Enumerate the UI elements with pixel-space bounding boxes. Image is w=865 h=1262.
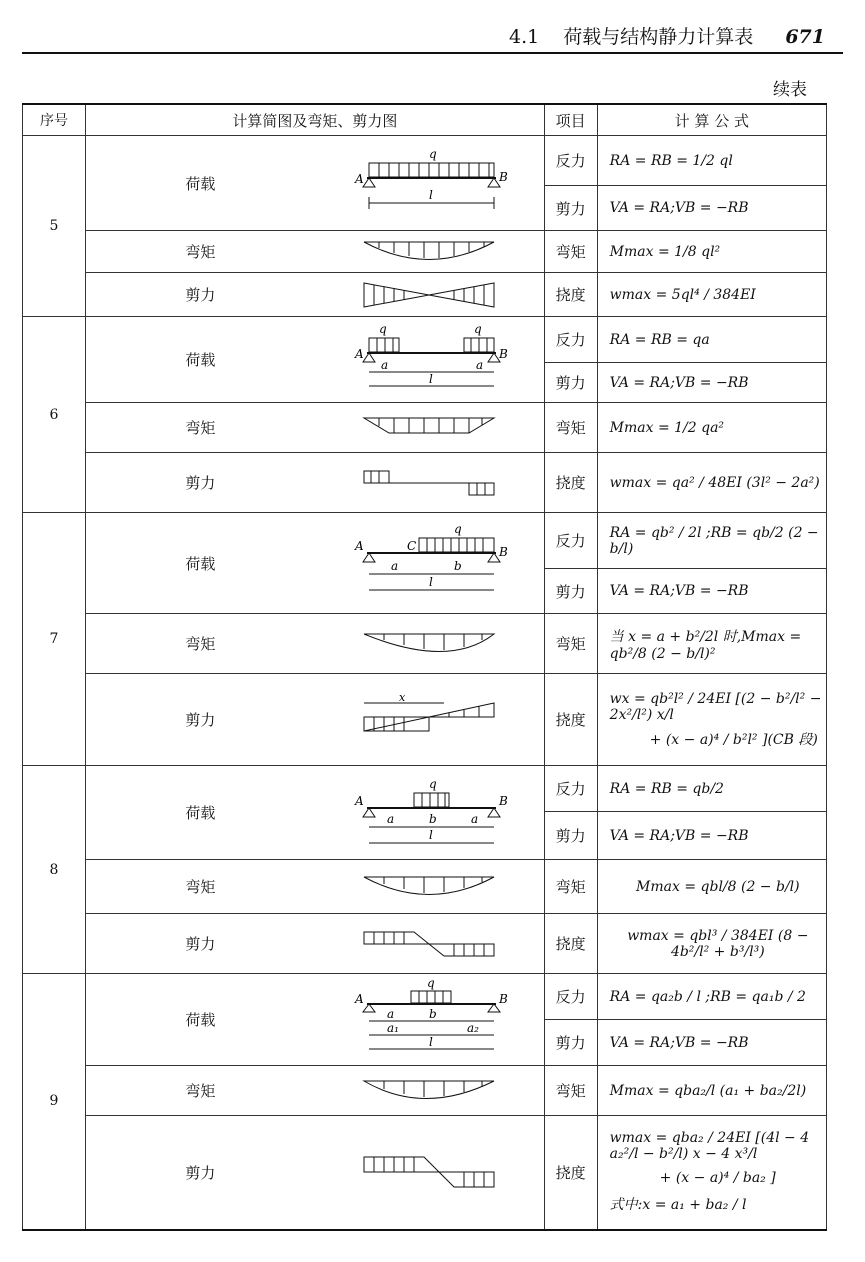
formula-reaction-6: RA = RB = qa	[597, 317, 826, 363]
formula-table	[22, 103, 827, 1231]
svg-text:b: b	[429, 811, 437, 826]
formula-moment-8: Mmax = qbl/8 (2 − b/l)	[597, 860, 826, 914]
formula-reaction-7: RA = qb² / 2l ;RB = qb/2 (2 − b/l)	[597, 513, 826, 569]
moment-diagram-6	[315, 403, 544, 453]
item-reaction: 反力	[544, 136, 597, 186]
item-reaction: 反力	[544, 317, 597, 363]
svg-text:b: b	[429, 1007, 437, 1021]
svg-text:A: A	[355, 539, 364, 553]
shear-diagram-7	[315, 674, 544, 766]
svg-text:a: a	[391, 559, 399, 573]
svg-text:B: B	[499, 793, 509, 808]
item-deflection: 挠度	[544, 1116, 597, 1230]
load-diagram-7	[315, 513, 544, 614]
item-deflection: 挠度	[544, 674, 597, 766]
formula-deflection-7-line1: wx = qb²l² / 24EI [(2 − b²/l² − 2x²/l²) x/l	[609, 690, 822, 723]
item-moment: 弯矩	[544, 860, 597, 914]
case-no: 6	[23, 317, 86, 513]
row-label-shear: 剪力	[86, 914, 315, 974]
load-diagram-8	[315, 766, 544, 860]
case-no: 5	[23, 136, 86, 317]
moment-diagram-8	[315, 860, 544, 914]
formula-deflection-9-line1: wmax = qba₂ / 24EI [(4l − 4 a₂²/l − b²/l) x − 4 x³/l	[609, 1130, 810, 1163]
col-item: 项目	[544, 104, 597, 136]
svg-text:q: q	[429, 147, 437, 161]
col-formula: 计 算 公 式	[597, 104, 826, 136]
svg-text:x: x	[399, 694, 406, 704]
continued-label: 续表	[773, 80, 807, 100]
formula-deflection-9	[597, 1116, 826, 1230]
item-moment: 弯矩	[544, 403, 597, 453]
svg-text:A: A	[355, 346, 364, 361]
page-number: 671	[785, 26, 825, 48]
load-diagram-9	[315, 974, 544, 1066]
svg-text:C: C	[407, 539, 417, 553]
item-shear: 剪力	[544, 812, 597, 860]
formula-moment-9: Mmax = qba₂/l (a₁ + ba₂/2l)	[597, 1066, 826, 1116]
formula-moment-7: 当 x = a + b²/2l 时,Mmax = qb²/8 (2 − b/l)²	[597, 614, 826, 674]
formula-shear-9: VA = RA;VB = −RB	[597, 1020, 826, 1066]
header-rule	[22, 52, 843, 54]
item-deflection: 挠度	[544, 914, 597, 974]
row-label-shear: 剪力	[86, 273, 315, 317]
row-label-shear: 剪力	[86, 674, 315, 766]
item-reaction: 反力	[544, 513, 597, 569]
shear-diagram-6	[315, 453, 544, 513]
svg-text:B: B	[499, 545, 509, 559]
moment-diagram-9	[315, 1066, 544, 1116]
item-shear: 剪力	[544, 363, 597, 403]
formula-reaction-9: RA = qa₂b / l ;RB = qa₁b / 2	[597, 974, 826, 1020]
svg-text:q: q	[474, 321, 482, 336]
section-number: 4.1	[509, 26, 540, 48]
shear-diagram-8	[315, 914, 544, 974]
formula-deflection-9-line3: 式中:x = a₁ + ba₂ / l	[609, 1197, 747, 1214]
case-no: 7	[23, 513, 86, 766]
svg-text:B: B	[499, 992, 509, 1006]
svg-text:a₁: a₁	[387, 1021, 400, 1035]
svg-text:q: q	[429, 776, 437, 791]
row-label-moment: 弯矩	[86, 860, 315, 914]
row-label-load: 荷载	[86, 317, 315, 403]
svg-text:B: B	[499, 346, 509, 361]
svg-text:b: b	[454, 559, 462, 573]
moment-diagram-5	[315, 231, 544, 273]
formula-reaction-5: RA = RB = 1/2 ql	[597, 136, 826, 186]
svg-text:a: a	[381, 357, 389, 372]
svg-text:A: A	[355, 793, 364, 808]
col-diagram: 计算简图及弯矩、剪力图	[86, 104, 545, 136]
row-label-shear: 剪力	[86, 1116, 315, 1230]
row-label-moment: 弯矩	[86, 1066, 315, 1116]
item-reaction: 反力	[544, 974, 597, 1020]
row-label-shear: 剪力	[86, 453, 315, 513]
row-label-moment: 弯矩	[86, 231, 315, 273]
formula-deflection-5: wmax = 5ql⁴ / 384EI	[597, 273, 826, 317]
svg-text:l: l	[429, 371, 434, 386]
formula-reaction-8: RA = RB = qb/2	[597, 766, 826, 812]
svg-text:a: a	[476, 357, 484, 372]
item-deflection: 挠度	[544, 273, 597, 317]
item-shear: 剪力	[544, 186, 597, 231]
formula-moment-6: Mmax = 1/2 qa²	[597, 403, 826, 453]
formula-shear-5: VA = RA;VB = −RB	[597, 186, 826, 231]
item-moment: 弯矩	[544, 1066, 597, 1116]
row-label-load: 荷载	[86, 766, 315, 860]
svg-text:A: A	[355, 992, 364, 1006]
svg-text:l: l	[429, 188, 434, 202]
row-label-moment: 弯矩	[86, 403, 315, 453]
formula-deflection-6: wmax = qa² / 48EI (3l² − 2a²)	[597, 453, 826, 513]
moment-diagram-7	[315, 614, 544, 674]
svg-text:q: q	[379, 321, 387, 336]
shear-diagram-5	[315, 273, 544, 317]
formula-shear-6: VA = RA;VB = −RB	[597, 363, 826, 403]
svg-text:a: a	[387, 811, 395, 826]
svg-text:l: l	[429, 1035, 434, 1049]
formula-deflection-7	[597, 674, 826, 766]
svg-text:q: q	[454, 522, 462, 536]
row-label-moment: 弯矩	[86, 614, 315, 674]
load-diagram-5	[315, 136, 544, 231]
item-reaction: 反力	[544, 766, 597, 812]
formula-deflection-8: wmax = qbl³ / 384EI (8 − 4b²/l² + b³/l³)	[597, 914, 826, 974]
row-label-load: 荷载	[86, 513, 315, 614]
item-moment: 弯矩	[544, 231, 597, 273]
item-deflection: 挠度	[544, 453, 597, 513]
case-no: 9	[23, 974, 86, 1230]
shear-diagram-9	[315, 1116, 544, 1230]
item-moment: 弯矩	[544, 614, 597, 674]
svg-text:a₂: a₂	[467, 1021, 480, 1035]
svg-text:l: l	[429, 827, 434, 842]
svg-text:A: A	[355, 172, 364, 186]
item-shear: 剪力	[544, 569, 597, 614]
formula-shear-7: VA = RA;VB = −RB	[597, 569, 826, 614]
case-no: 8	[23, 766, 86, 974]
svg-text:l: l	[429, 575, 434, 589]
svg-text:a: a	[471, 811, 479, 826]
row-label-load: 荷载	[86, 136, 315, 231]
svg-text:a: a	[387, 1007, 395, 1021]
svg-text:q: q	[427, 977, 435, 990]
section-title: 荷载与结构静力计算表	[563, 26, 754, 48]
svg-text:B: B	[499, 170, 509, 184]
formula-shear-8: VA = RA;VB = −RB	[597, 812, 826, 860]
formula-deflection-7-line2: + (x − a)⁴ / b²l² ](CB 段)	[649, 731, 818, 748]
col-no: 序号	[23, 104, 86, 136]
row-label-load: 荷载	[86, 974, 315, 1066]
formula-moment-5: Mmax = 1/8 ql²	[597, 231, 826, 273]
page-header	[509, 22, 825, 49]
load-diagram-6	[315, 317, 544, 403]
formula-deflection-9-line2: + (x − a)⁴ / ba₂ ]	[659, 1170, 776, 1187]
item-shear: 剪力	[544, 1020, 597, 1066]
